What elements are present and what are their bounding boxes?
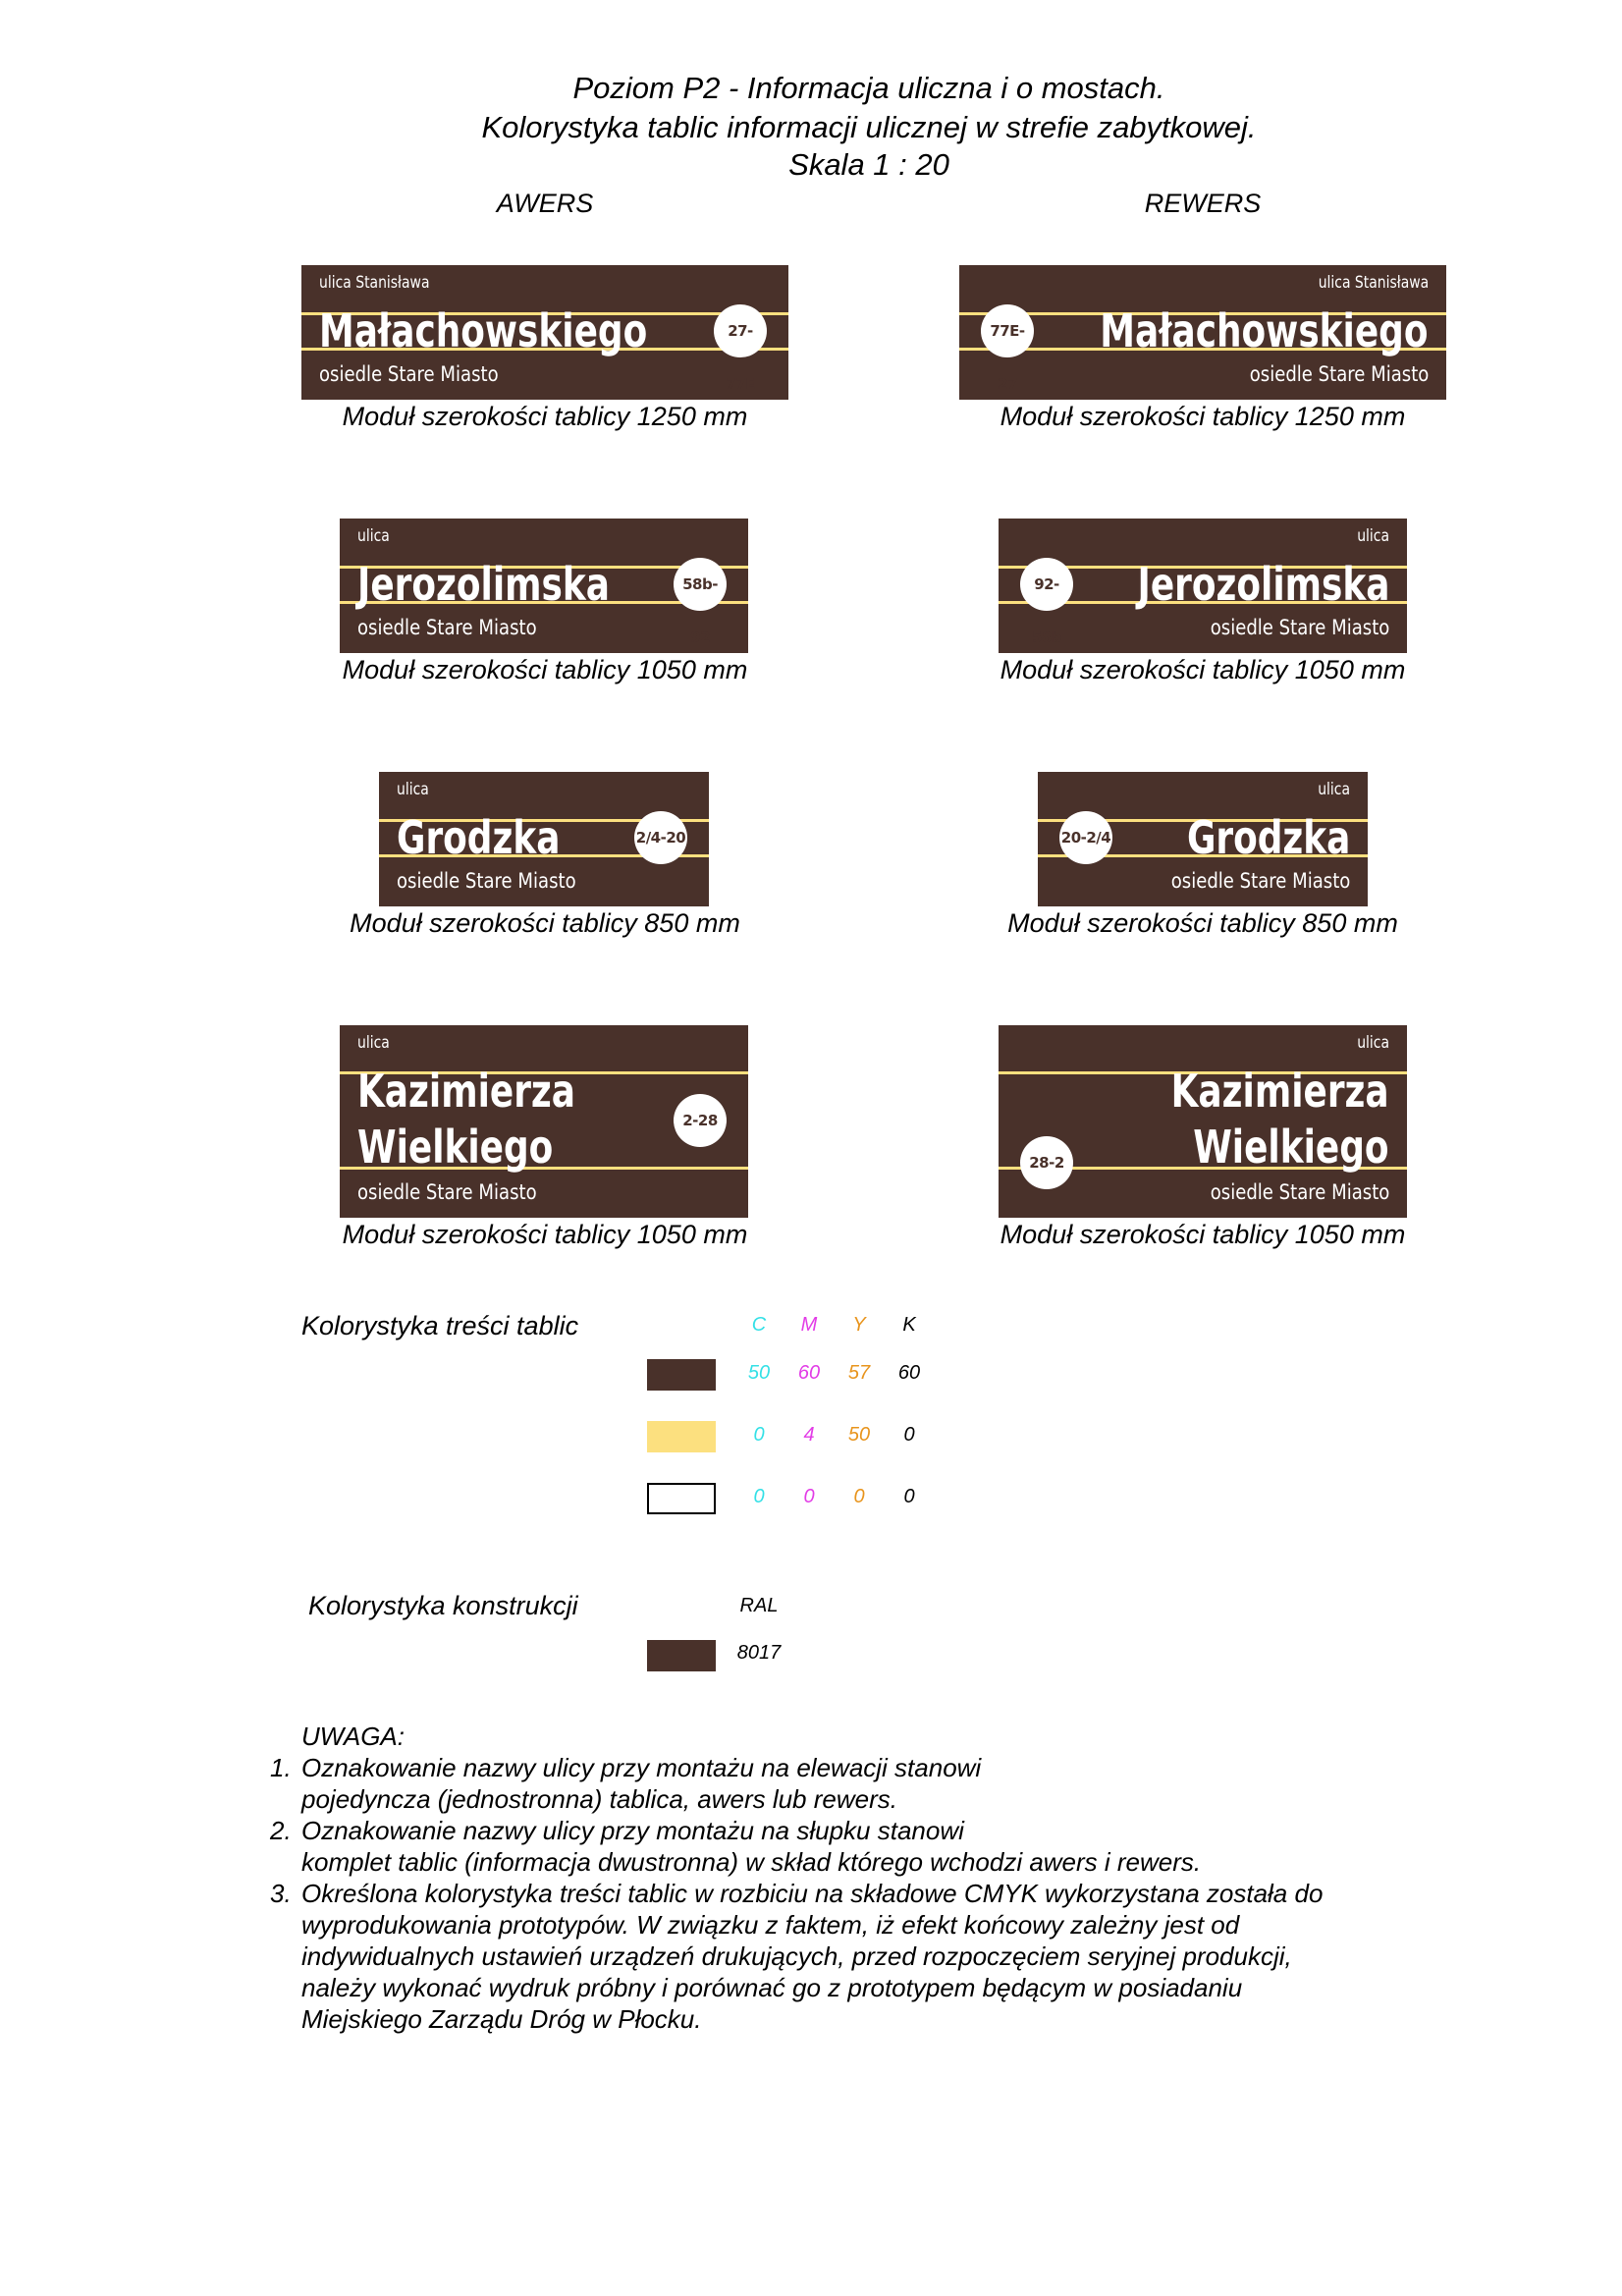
cmyk-header-y: Y <box>852 1314 866 1336</box>
sign-caption: Moduł szerokości tablicy 850 mm <box>350 908 740 938</box>
cmyk-value: 0 <box>803 1486 815 1507</box>
house-number-badge: 2-28 <box>674 1094 727 1147</box>
sign-street-name-line1: Kazimierza <box>357 1065 576 1118</box>
sign-back-jerozolimska <box>999 519 1407 653</box>
house-number-badge: 2/4-20 <box>634 811 687 864</box>
cmyk-value: 60 <box>797 1362 821 1384</box>
sign-caption: Moduł szerokości tablicy 1250 mm <box>342 402 748 431</box>
cmyk-value: 4 <box>803 1424 815 1446</box>
note-line: wyprodukowania prototypów. W związku z faktem, iż efekt końcowy zależny jest od <box>301 1910 1240 1940</box>
sign-estate: osiedle Stare Miasto <box>357 1180 537 1204</box>
house-number-badge: 58b-92 <box>674 558 727 611</box>
sign-estate: osiedle Stare Miasto <box>1249 362 1429 386</box>
cmyk-value: 0 <box>753 1424 765 1446</box>
awers-heading: AWERS <box>496 189 594 218</box>
ral-header: RAL <box>739 1595 779 1616</box>
ral-value: 8017 <box>736 1642 782 1664</box>
sign-caption: Moduł szerokości tablicy 1050 mm <box>1000 655 1406 684</box>
sign-street-name: Grodzka <box>397 811 561 864</box>
sign-prefix: ulica <box>357 1033 390 1053</box>
cmyk-value: 50 <box>847 1424 871 1446</box>
sign-street-name-line2: Wielkiego <box>357 1121 554 1174</box>
house-number-badge: 20-2/4 <box>1059 811 1112 864</box>
sign-front-malachowskiego <box>301 265 788 400</box>
sign-prefix: ulica <box>1318 780 1350 799</box>
sign-street-name: Małachowskiego <box>319 304 648 357</box>
sign-street-name-line2: Wielkiego <box>1193 1121 1389 1174</box>
sign-caption: Moduł szerokości tablicy 1050 mm <box>342 1220 748 1249</box>
page-subtitle: Kolorystyka tablic informacji ulicznej w strefie zabytkowej. <box>481 110 1257 144</box>
cmyk-header-m: M <box>800 1314 818 1336</box>
sign-prefix: ulica <box>1357 526 1389 546</box>
note-line: pojedyncza (jednostronna) tablica, awers lub rewers. <box>301 1784 897 1814</box>
sign-estate: osiedle Stare Miasto <box>1210 616 1389 639</box>
construction-colors-label: Kolorystyka konstrukcji <box>308 1591 578 1620</box>
sign-street-name: Jerozolimska <box>1137 558 1389 611</box>
cmyk-value: 0 <box>903 1424 915 1446</box>
sign-prefix: ulica <box>1357 1033 1389 1053</box>
cmyk-value: 0 <box>853 1486 865 1507</box>
sign-front-jerozolimska <box>340 519 748 653</box>
note-line: komplet tablic (informacja dwustronna) w skład którego wchodzi awers i rewers. <box>301 1847 1202 1877</box>
sign-caption: Moduł szerokości tablicy 1250 mm <box>1000 402 1406 431</box>
cmyk-header-k: K <box>902 1314 916 1336</box>
note-line: Miejskiego Zarządu Dróg w Płocku. <box>301 2004 702 2034</box>
sign-back-malachowskiego <box>959 265 1446 400</box>
note-line: należy wykonać wydruk próbny i porównać go z prototypem będącym w posiadaniu <box>301 1973 1243 2002</box>
note-line: Oznakowanie nazwy ulicy przy montażu na elewacji stanowi <box>301 1753 982 1782</box>
sign-back-kazimierza-wielkiego <box>999 1025 1407 1218</box>
cmyk-value: 57 <box>847 1362 871 1384</box>
sign-estate: osiedle Stare Miasto <box>319 362 499 386</box>
house-number-badge: 92-58b <box>1020 558 1073 611</box>
note-number: 3. <box>270 1879 292 1908</box>
color-swatch-white <box>647 1483 716 1514</box>
cmyk-header-c: C <box>751 1314 767 1336</box>
sign-street-name: Jerozolimska <box>357 558 610 611</box>
content-colors-label: Kolorystyka treści tablic <box>301 1311 579 1340</box>
color-swatch-yellow <box>647 1421 716 1452</box>
notes-title: UWAGA: <box>301 1722 405 1751</box>
sign-caption: Moduł szerokości tablicy 1050 mm <box>342 655 748 684</box>
color-swatch-brown <box>647 1359 716 1391</box>
note-line: Określona kolorystyka treści tablic w rozbiciu na składowe CMYK wykorzystana została do <box>301 1879 1324 1908</box>
sign-prefix: ulica <box>397 780 429 799</box>
page-title: Poziom P2 - Informacja uliczna i o mostach. <box>572 71 1165 105</box>
page-scale: Skala 1 : 20 <box>788 147 949 182</box>
sign-prefix: ulica Stanisława <box>1318 273 1429 293</box>
sign-prefix: ulica Stanisława <box>319 273 430 293</box>
sign-caption: Moduł szerokości tablicy 850 mm <box>1007 908 1398 938</box>
sign-front-grodzka <box>379 772 709 906</box>
cmyk-value: 0 <box>753 1486 765 1507</box>
note-line: Oznakowanie nazwy ulicy przy montażu na słupku stanowi <box>301 1816 964 1845</box>
sign-back-grodzka <box>1038 772 1368 906</box>
note-number: 1. <box>270 1753 292 1782</box>
sign-caption: Moduł szerokości tablicy 1050 mm <box>1000 1220 1406 1249</box>
rewers-heading: REWERS <box>1144 189 1262 218</box>
house-number-badge: 28-2 <box>1020 1136 1073 1189</box>
house-number-badge: 77E-27 <box>981 304 1034 357</box>
sign-street-name: Małachowskiego <box>1100 304 1429 357</box>
sign-front-kazimierza-wielkiego <box>340 1025 748 1218</box>
cmyk-value: 50 <box>747 1362 771 1384</box>
note-line: indywidualnych ustawień urządzeń drukujących, przed rozpoczęciem seryjnej produkcji, <box>301 1941 1292 1971</box>
sign-estate: osiedle Stare Miasto <box>357 616 537 639</box>
sign-prefix: ulica <box>357 526 390 546</box>
sign-estate: osiedle Stare Miasto <box>397 869 576 893</box>
sign-estate: osiedle Stare Miasto <box>1210 1180 1389 1204</box>
note-number: 2. <box>270 1816 292 1845</box>
color-swatch-construction <box>647 1640 716 1671</box>
sign-street-name: Grodzka <box>1186 811 1350 864</box>
house-number-badge: 27-77E <box>714 304 767 357</box>
cmyk-value: 60 <box>897 1362 921 1384</box>
cmyk-value: 0 <box>903 1486 915 1507</box>
sign-estate: osiedle Stare Miasto <box>1170 869 1350 893</box>
sign-street-name-line1: Kazimierza <box>1170 1065 1389 1118</box>
